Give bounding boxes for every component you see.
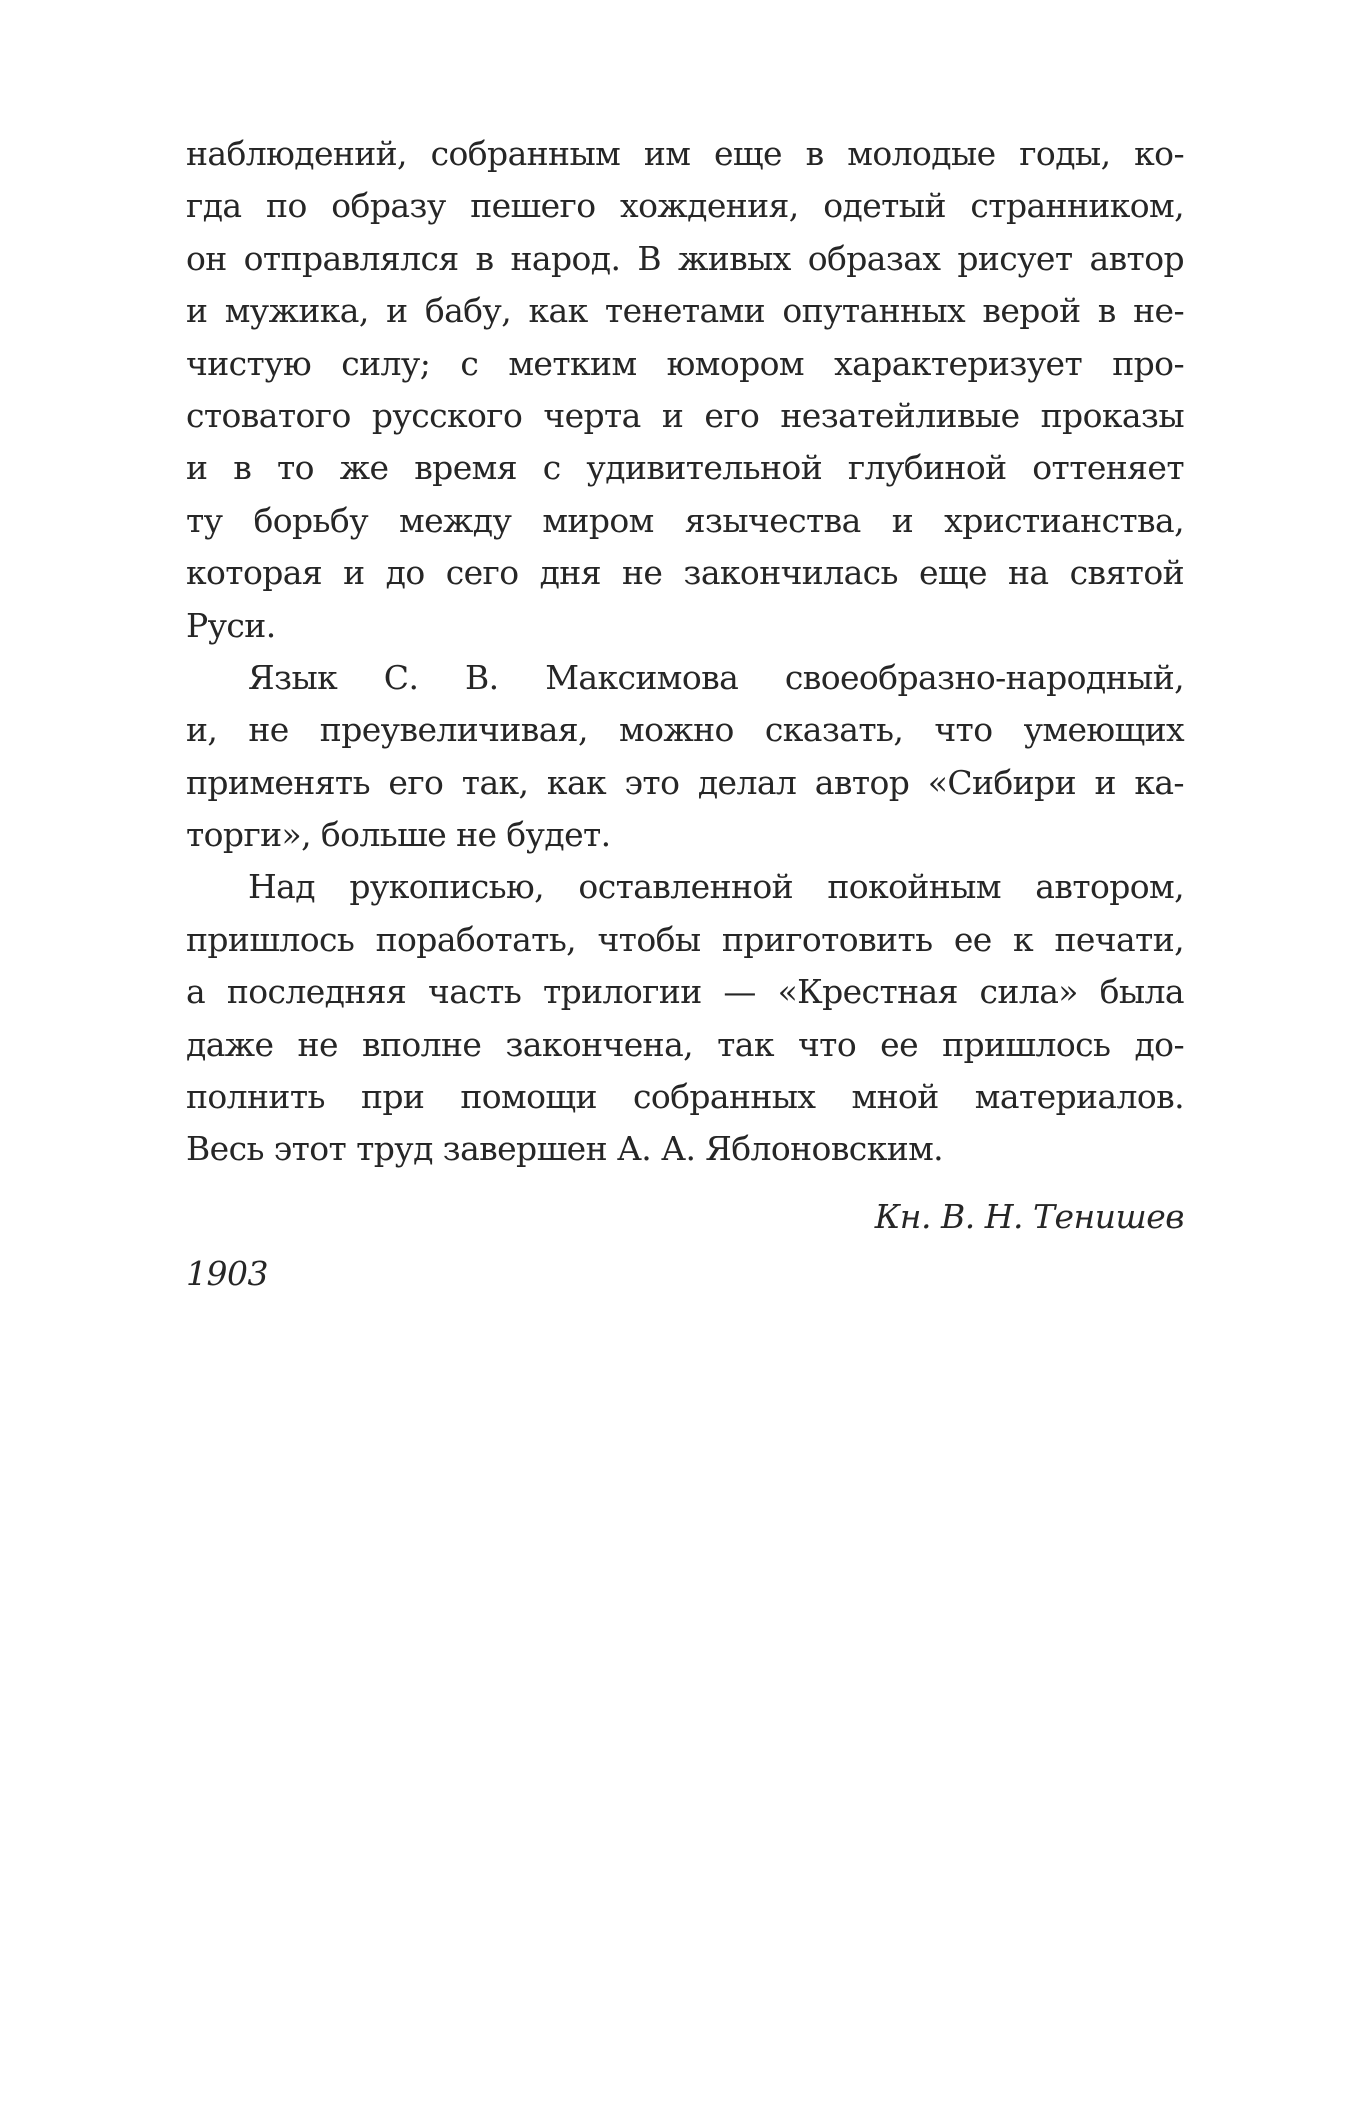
date-year: 1903 (186, 1254, 268, 1293)
text-line: и мужика, и бабу, как тенетами опутанных верой в не- (186, 291, 1184, 331)
author-signature: Кн. В. Н. Тенишев (874, 1197, 1184, 1236)
paragraph-2 (186, 652, 1184, 862)
body-text (186, 128, 1184, 1176)
text-line: наблюдений, собранным им еще в молодые годы, ко- (186, 134, 1184, 173)
text-line: гда по образу пешего хождения, одетый странником, (186, 186, 1184, 226)
text-line: Руси. (186, 605, 276, 645)
text-line: и в то же время с удивительной глубиной оттеняет (186, 448, 1184, 488)
text-line: а последняя часть трилогии — «Крестная сила» была (186, 972, 1184, 1012)
text-line: и, не преувеличивая, можно сказать, что умеющих (186, 710, 1184, 750)
text-line: даже не вполне закончена, так что ее пришлось до- (186, 1024, 1184, 1064)
text-line: Язык С. В. Максимова своеобразно-народный, (248, 657, 1184, 697)
text-line: чистую силу; с метким юмором характеризует про- (186, 343, 1184, 383)
paragraph-1 (186, 128, 1184, 652)
text-line: стоватого русского черта и его незатейливые проказы (186, 395, 1184, 435)
text-line: применять его так, как это делал автор «Сибири и ка- (186, 762, 1184, 802)
text-line: он отправлялся в народ. В живых образах рисует автор (186, 238, 1184, 278)
text-line: пришлось поработать, чтобы приготовить ее к печати, (186, 919, 1184, 959)
paragraph-3 (186, 861, 1184, 1175)
text-line: полнить при помощи собранных мной материалов. (186, 1077, 1184, 1117)
text-line: которая и до сего дня не закончилась еще на святой (186, 553, 1184, 593)
text-line: ту борьбу между миром язычества и христианства, (186, 500, 1184, 540)
text-line: Над рукописью, оставленной покойным автором, (248, 867, 1184, 907)
text-line: Весь этот труд завершен А. А. Яблоновским. (186, 1129, 944, 1169)
text-line: торги», больше не будет. (186, 815, 611, 855)
